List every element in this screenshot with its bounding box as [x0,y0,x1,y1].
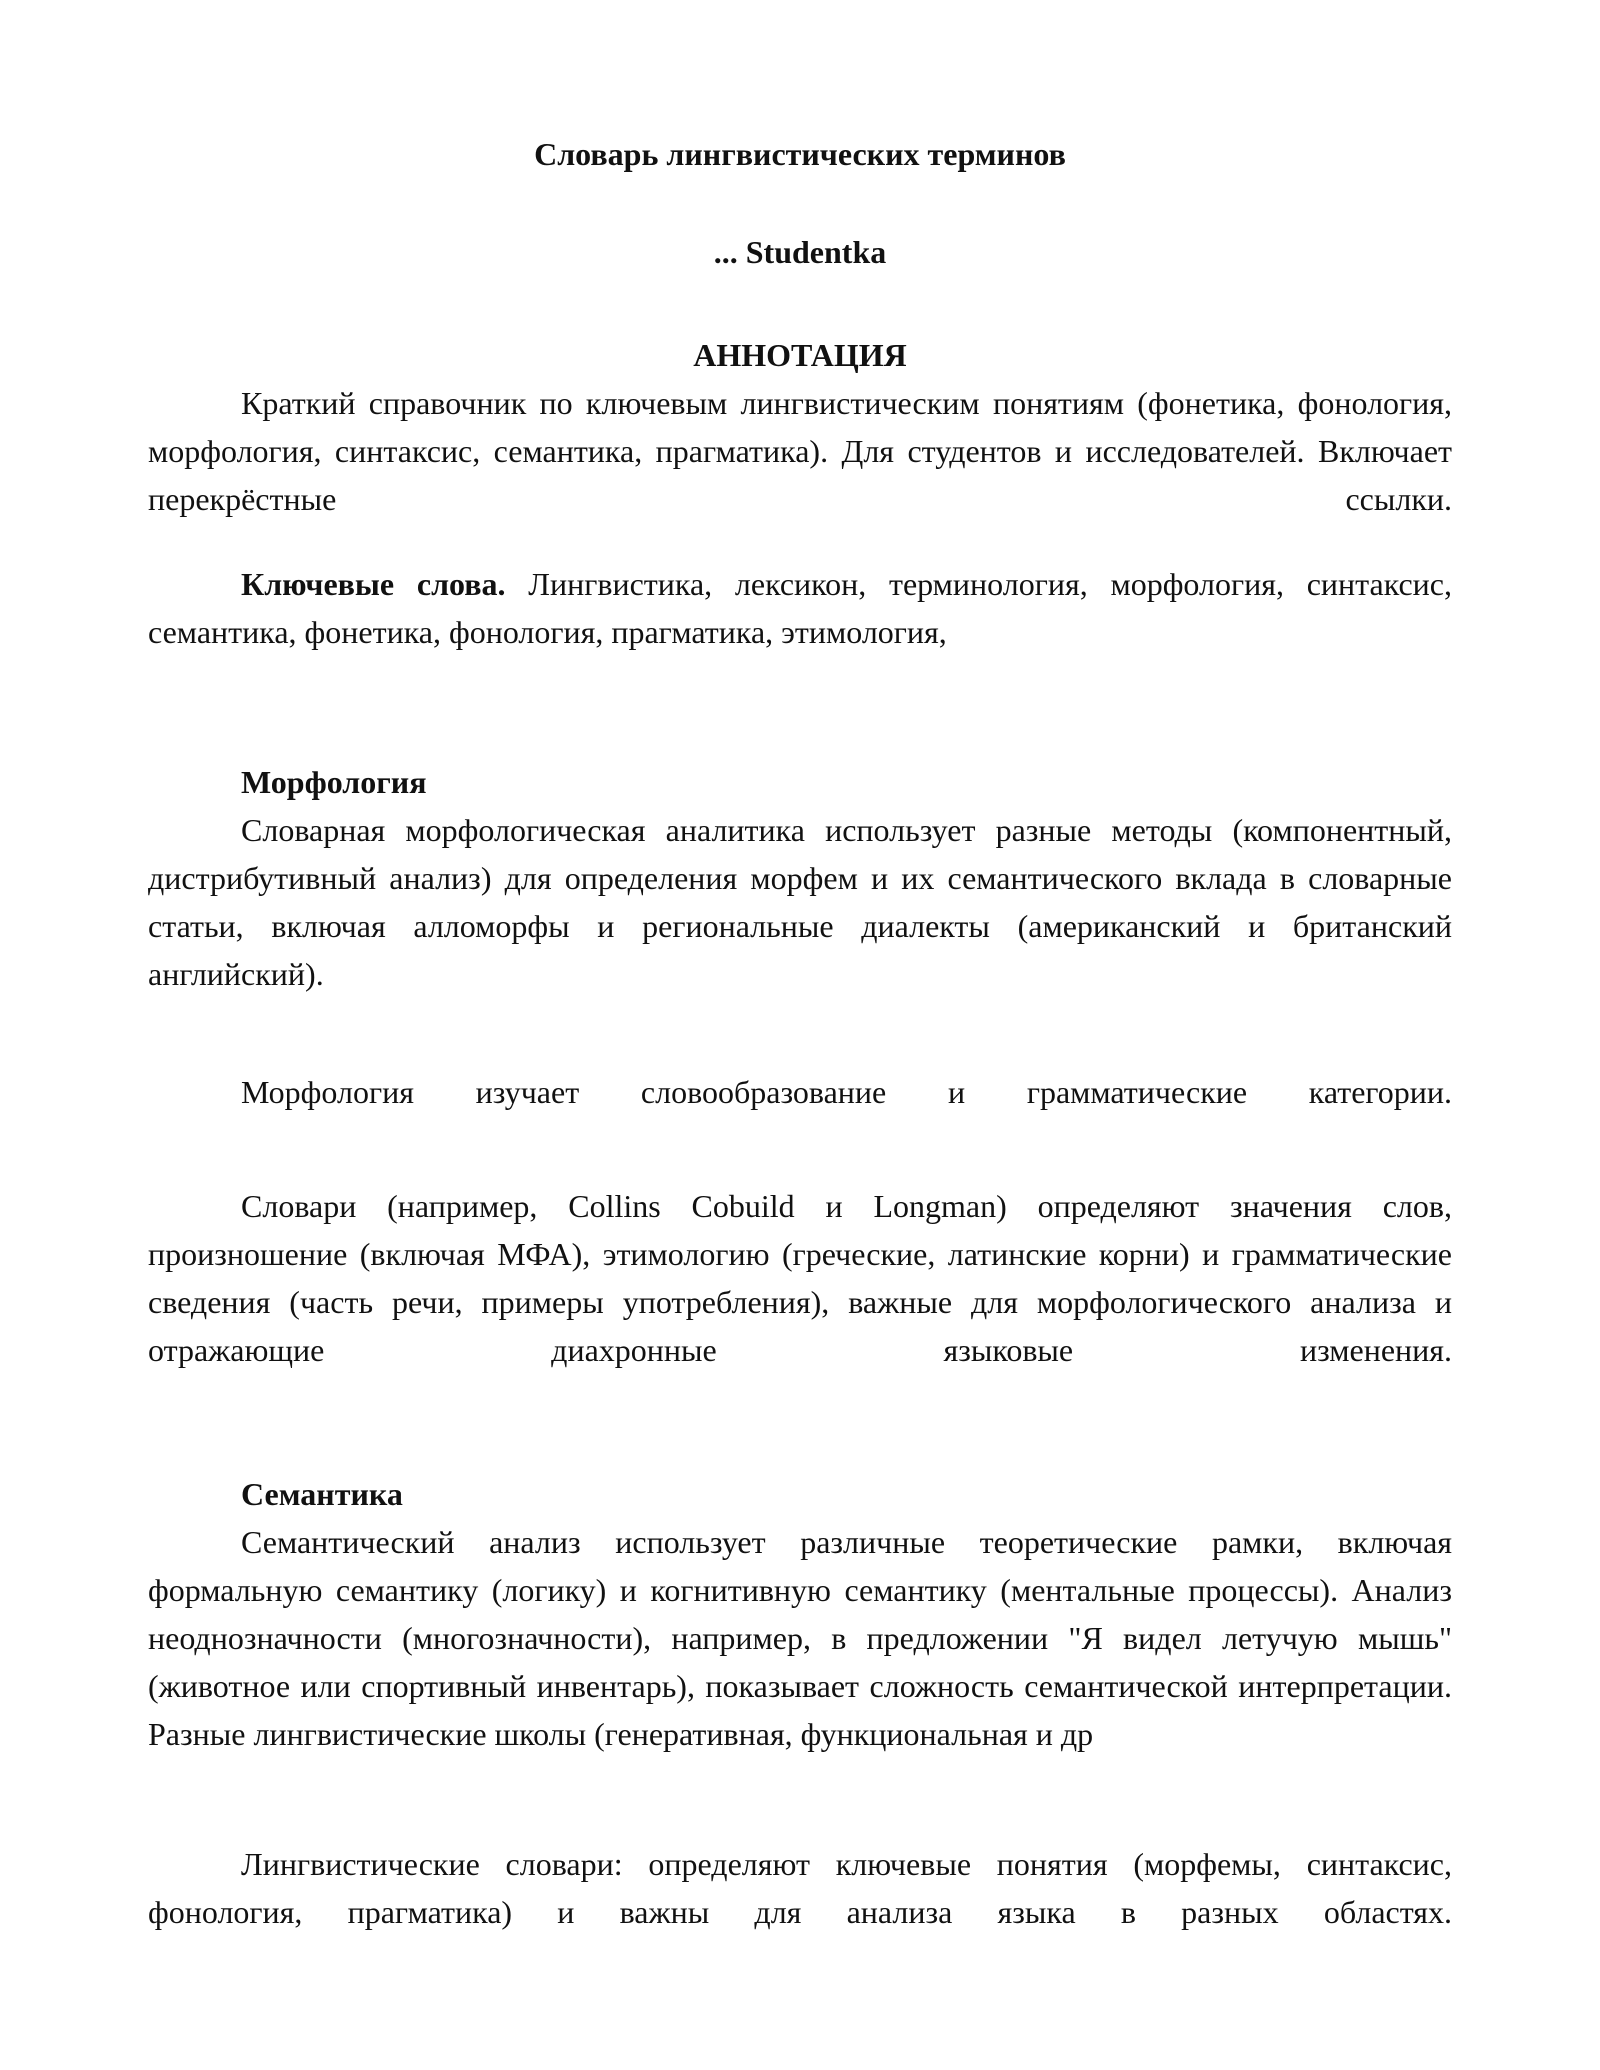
morphology-text-1: Словарная морфологическая аналитика использует разные методы (компонентный, дистрибутивный анализ) для определения морфем и их семантического вклада в словарные статьи, включая алломорфы и региональные диалекты (американский и британский английский). [148,812,1452,992]
keywords-label: Ключевые слова. [241,566,506,602]
keywords-paragraph [148,560,1452,656]
annotation-text: Краткий справочник по ключевым лингвистическим понятиям (фонетика, фонология, морфология, синтаксис, семантика, прагматика). Для студентов и исследователей. Включает перекрёстные ссылки. [148,385,1452,517]
semantics-paragraph-2 [148,1840,1452,1936]
semantics-text-2: Лингвистические словари: определяют ключевые понятия (морфемы, синтаксис, фонология, прагматика) и важны для анализа языка в разных областях. [148,1846,1452,1930]
keywords-text: Лингвистика, лексикон, терминология, морфология, синтаксис, семантика, фонетика, фонология, прагматика, этимология, [148,566,1453,650]
document-author: ... Studentka [713,234,887,270]
morphology-paragraph-1 [148,806,1452,998]
semantics-heading: Семантика [241,1476,403,1512]
morphology-text-2: Морфология изучает словообразование и грамматические категории. [241,1074,1452,1110]
document-title: Словарь лингвистических терминов [534,136,1066,172]
semantics-text-1: Семантический анализ использует различные теоретические рамки, включая формальную семантику (логику) и когнитивную семантику (ментальные процессы). Анализ неоднозначности (многозначности), например, в предложении "Я видел летучую мышь" (животное или спортивный инвентарь), показывает сложность семантической интерпретации. Разные лингвистические школы (генеративная, функциональная и др [148,1524,1452,1752]
annotation-heading: АННОТАЦИЯ [693,337,907,373]
morphology-heading: Морфология [241,764,427,800]
morphology-paragraph-2 [148,1068,1452,1116]
document-page [148,0,1452,2070]
semantics-paragraph-1 [148,1518,1452,1758]
annotation-paragraph [148,379,1452,523]
morphology-paragraph-3 [148,1182,1452,1374]
morphology-text-3: Словари (например, Collins Cobuild и Longman) определяют значения слов, произношение (включая МФА), этимологию (греческие, латинские корни) и грамматические сведения (часть речи, примеры употребления), важные для морфологического анализа и отражающие диахронные языковые изменения. [148,1188,1452,1368]
